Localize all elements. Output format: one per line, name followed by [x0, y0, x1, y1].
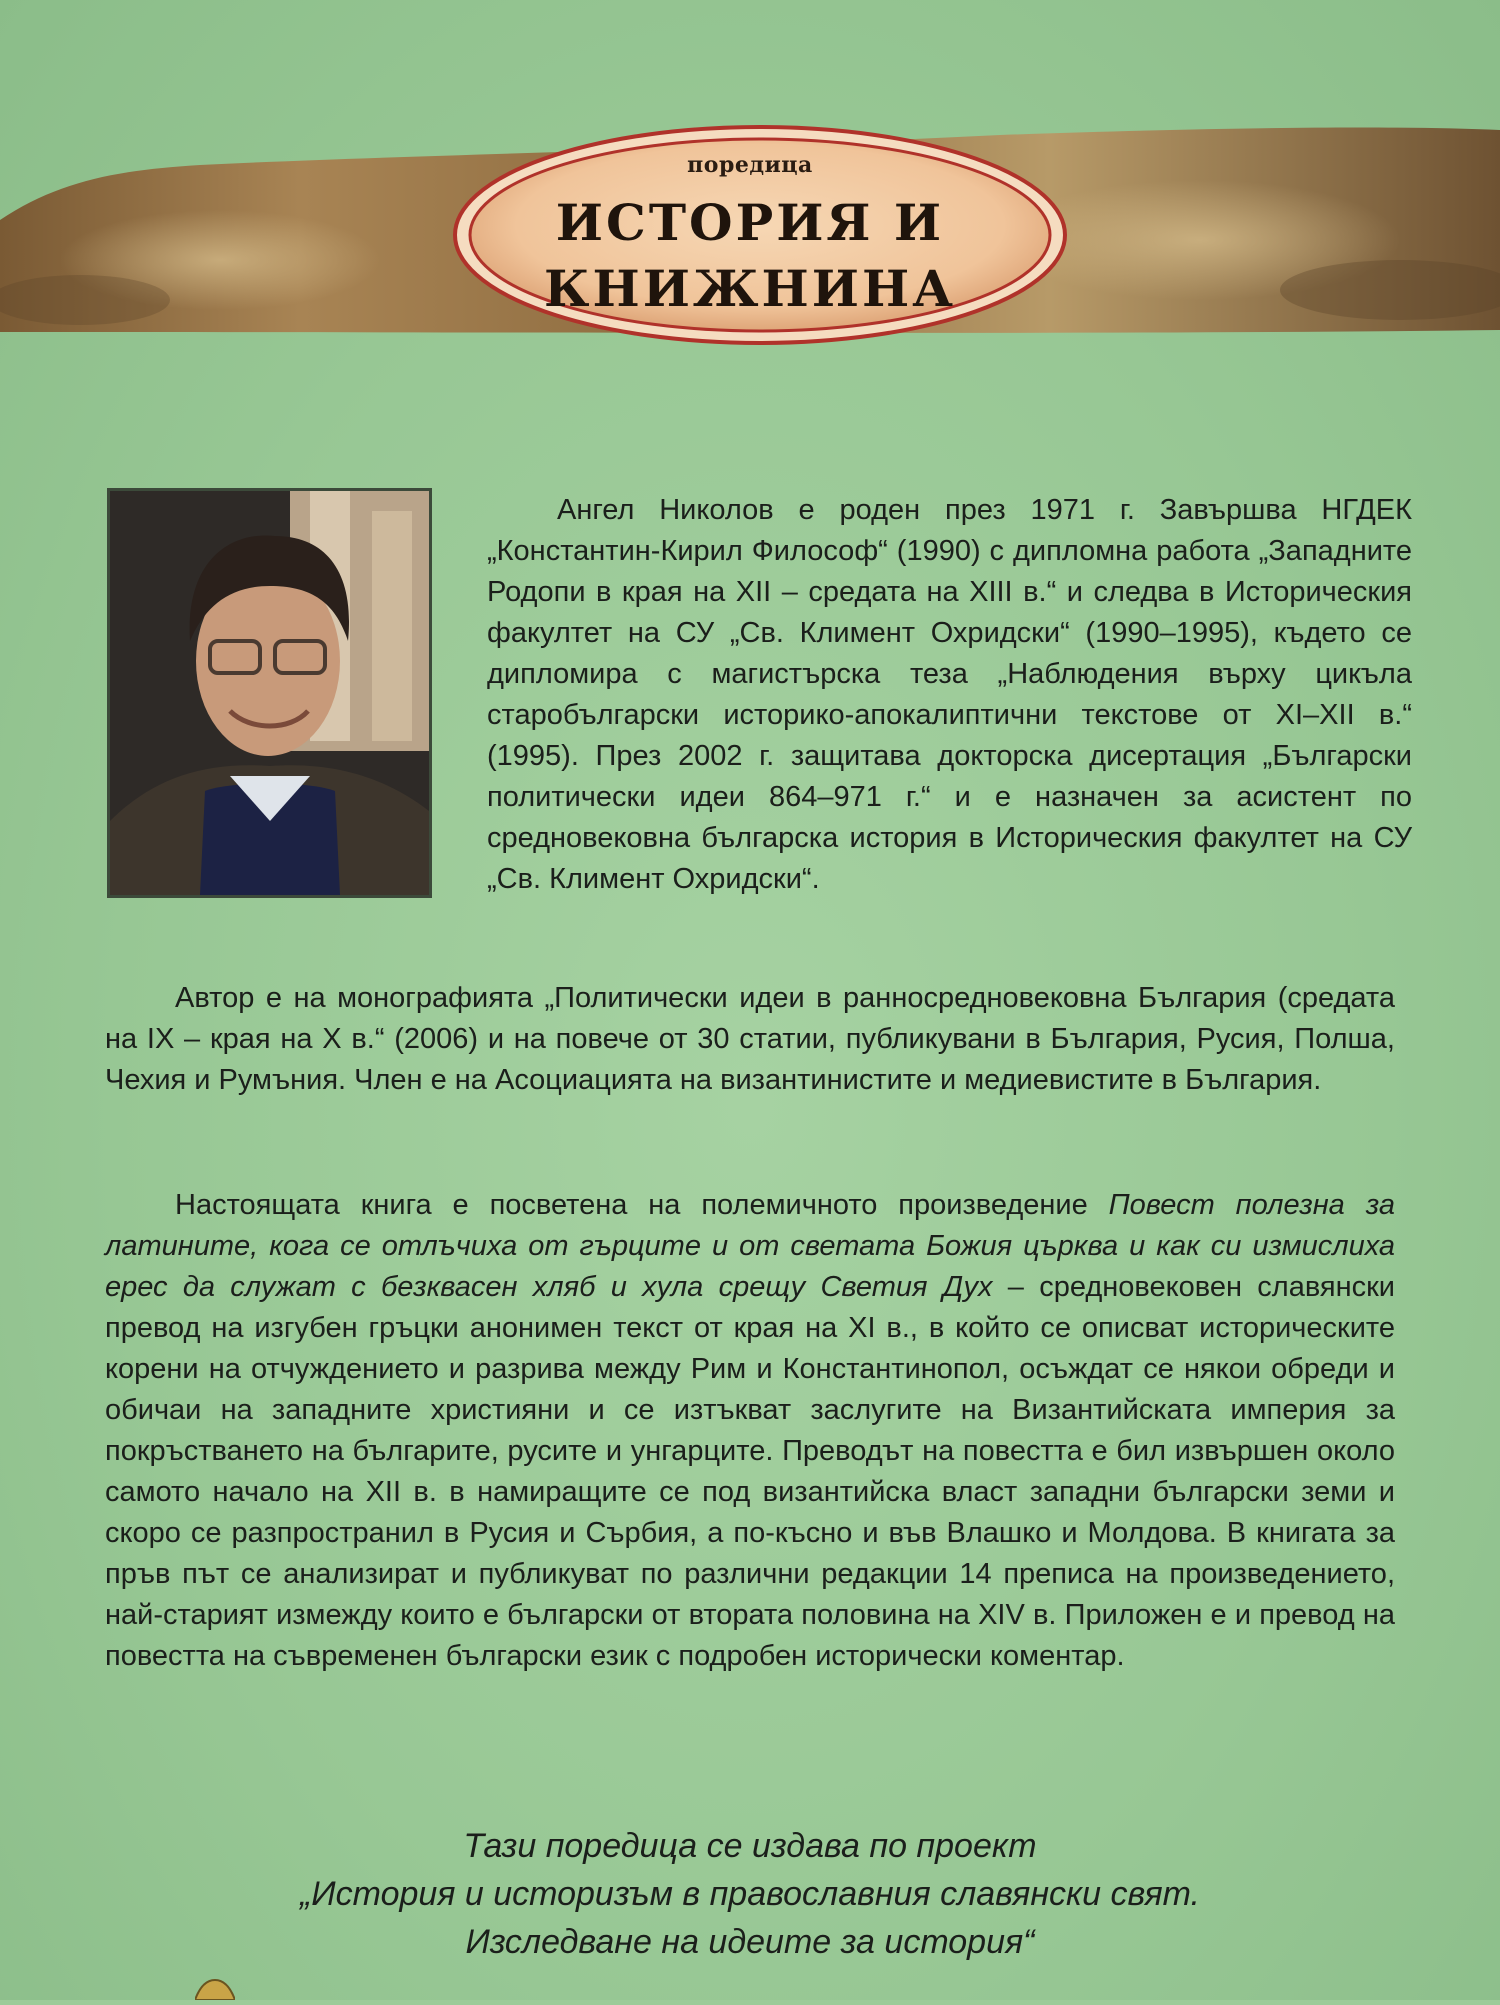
bio-paragraph-2 [105, 978, 1395, 1101]
book-description-intro: Настоящата книга е посветена на полемичното произведение [175, 1189, 1109, 1221]
ornament-icon [195, 1978, 235, 2000]
series-title [0, 190, 1500, 322]
book-title-italic: Повест полезна за латините, кога се отлъчиха от гърците и от светата Божия църква и как си измислиха ерес да служат с безквасен хляб и хула срещу Светия Дух [105, 1189, 1395, 1303]
series-label: поредица [687, 152, 813, 178]
series-title-line-2: КНИЖНИНА [543, 259, 956, 318]
bio-paragraph-2-text: Автор е на монографията „Политически идеи в ранносредновековна България (средата на IX – края на X в.“ (2006) и на повече от 30 статии, публикувани в България, Русия, Полша, Чехия и Румъния. Член е на Асоциацията на византинистите и медиевистите в България. [105, 982, 1395, 1096]
bio-paragraph-1-text: Ангел Николов е роден през 1971 г. Завършва НГДЕК „Константин-Кирил Философ“ (1990) с дипломна работа „Западните Родопи в края на XII – средата на XIII в.“ и следва в Историческия факултет на СУ „Св. Климент Охридски“ (1990–1995), където се дипломира с магистърска теза „Наблюдения върху цикъла старобългарски историко-апокалиптични текстове от XI–XII в.“ (1995). През 2002 г. защитава докторска дисертация „Български политически идеи 864–971 г.“ и е назначен за асистент по средновековна българска история в Историческия факултет на СУ „Св. Климент Охридски“. [487, 494, 1412, 895]
author-portrait-icon [110, 491, 429, 895]
project-note-line-2: „История и историзъм в православния славянски свят. [299, 1875, 1200, 1913]
book-description [105, 1185, 1395, 1677]
bio-paragraph-1 [487, 490, 1412, 900]
project-note-line-3: Изследване на идеите за история“ [465, 1923, 1035, 1961]
project-note-line-1: Тази поредица се издава по проект [463, 1827, 1037, 1865]
project-note [0, 1822, 1500, 1966]
book-description-text [105, 1185, 1395, 1677]
series-title-line-1: ИСТОРИЯ И [555, 193, 945, 252]
author-photo [107, 488, 432, 898]
book-description-rest: – средновековен славянски превод на изгубен гръцки анонимен текст от края на XI в., в който се описват историческите корени на отчуждението и разрива между Рим и Константинопол, осъждат се някои обреди и обичаи на западните християни и се изтъкват заслугите на Византийската империя за покръстването на българите, русите и унгарците. Преводът на повестта е бил извършен около самото начало на XII в. в намиращите се под византийска власт западни български земи и скоро се разпространил в Русия и Сърбия, а по-късно и във Влашко и Молдова. В книгата за пръв път се анализират и публикуват по различни редакции 14 преписа на произведението, най-старият измежду които е български от втората половина на XIV в. Приложен е и превод на повестта на съвременен български език с подробен исторически коментар. [105, 1271, 1396, 1672]
